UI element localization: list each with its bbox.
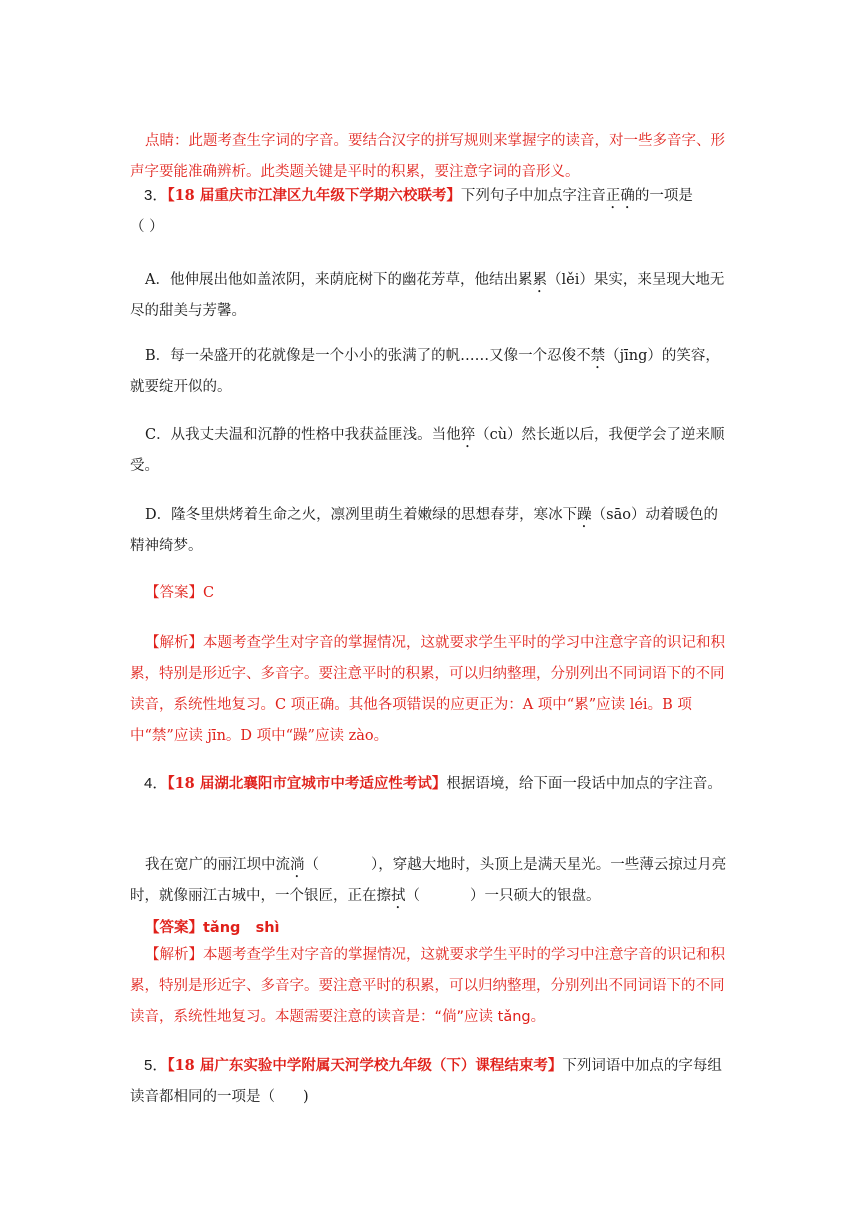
option-c-pre: C．从我丈夫温和沉静的性格中我获益匪浅。当他 (145, 427, 461, 443)
question-3-paren: （ ） (130, 219, 164, 235)
question-3-analysis (130, 628, 730, 752)
option-c-post: （cù）然长逝以后，我便学会了逆来顺受。 (130, 427, 725, 474)
question-3-stem-post: 的一项是 (634, 188, 693, 204)
question-3-answer-text: 【答案】C (145, 585, 215, 601)
question-4-source: 【18 届湖北襄阳市宜城市中考适应性考试】 (167, 775, 447, 792)
question-4-stem (130, 768, 730, 800)
option-b-dotted: 禁 (590, 348, 606, 364)
question-4-answer-value: tǎng shì (203, 920, 280, 936)
question-3-stem (130, 180, 730, 243)
option-a-pre: A．他伸展出他如盖浓阴，来荫庇树下的幽花芳草，他结出累 (145, 272, 533, 288)
option-d-post: （sāo）动着暖色的精神绮梦。 (130, 507, 718, 554)
passage-paren-open-2: （ (405, 888, 420, 904)
question-5-stem (130, 1050, 730, 1113)
passage-dotted-1: 淌 (290, 857, 305, 873)
hint-text: 点睛：此题考查生字词的字音。要结合汉字的拼写规则来掌握字的读音，对一些多音字、形声字要能准确辨析。此类题关键是平时的积累，要注意字词的音形义。 (130, 133, 725, 180)
question-5-source: 【18 届广东实验中学附属天河学校九年级（下）课程结束考】 (167, 1057, 563, 1074)
question-4-stem-text: 根据语境，给下面一段话中加点的字注音。 (446, 776, 722, 792)
option-a (130, 265, 730, 327)
option-b (130, 341, 730, 403)
question-5-paren-end: ) (303, 1089, 309, 1105)
passage-end: ）一只硕大的银盘。 (470, 888, 601, 904)
passage-pre: 我在宽广的丽江坝中流 (145, 857, 290, 873)
passage-paren-open-1: （ (304, 857, 319, 873)
question-3-analysis-text: 【解析】本题考查学生对字音的掌握情况，这就要求学生平时的学习中注意字音的识记和积累，特别是形近字、多音字。要注意平时的积累，可以归纳整理，分别列出不同词语下的不同读音，系统性地复习。C 项正确。其他各项错误的应更正为：A 项中“累”应读 léi。B 项中“禁”应读 jīn。D 项中“躁”应读 zào。 (130, 635, 725, 744)
question-3-stem-pre: 下列句子中加点字注音 (460, 188, 606, 204)
question-4-passage (130, 850, 730, 912)
hint-paragraph (130, 126, 730, 188)
question-5-number: 5． (144, 1057, 168, 1074)
option-d-dotted: 躁 (577, 507, 592, 523)
passage-mid: ），穿越大地时，头顶上是满天星光。一些薄云掠过月亮时，就像丽江古城中，一个银匠，正在擦 (130, 857, 727, 904)
option-c-dotted: 猝 (460, 427, 476, 443)
question-3-source: 【18 届重庆市江津区九年级下学期六校联考】 (167, 187, 461, 204)
passage-dotted-2: 拭 (391, 888, 406, 904)
question-4-answer-label: 【答案】 (145, 919, 203, 936)
question-3-stem-dotted: 正确 (605, 188, 635, 204)
option-d-pre: D．隆冬里烘烤着生命之火，凛冽里萌生着嫩绿的思想春芽，寒冰下 (145, 507, 578, 523)
question-4-analysis-text: 【解析】本题考查学生对字音的掌握情况，这就要求学生平时的学习中注意字音的识记和积累，特别是形近字、多音字。要注意平时的积累，可以归纳整理，分别列出不同词语下的不同读音，系统性地复习。本题需要注意的读音是： (130, 947, 725, 1025)
question-4-analysis (130, 940, 730, 1033)
question-4-analysis-note: “倘”应读 tǎng。 (434, 1009, 546, 1025)
question-3-number: 3． (144, 187, 168, 204)
option-b-post: （jīng）的笑容，就要绽开似的。 (130, 348, 720, 395)
question-3-answer (130, 578, 730, 609)
question-4-number: 4． (144, 775, 168, 792)
option-c (130, 420, 730, 482)
option-d (130, 500, 730, 562)
question-5-stem-text: 下列词语中加点的字每组读音都相同的一项是（ (130, 1058, 722, 1105)
option-b-pre: B．每一朵盛开的花就像是一个小小的张满了的帆……又像一个忍俊不 (145, 348, 591, 364)
option-a-dotted: 累 (532, 272, 547, 288)
option-a-post: （lěi）果实，来呈现大地无尽的甜美与芳馨。 (130, 272, 725, 319)
